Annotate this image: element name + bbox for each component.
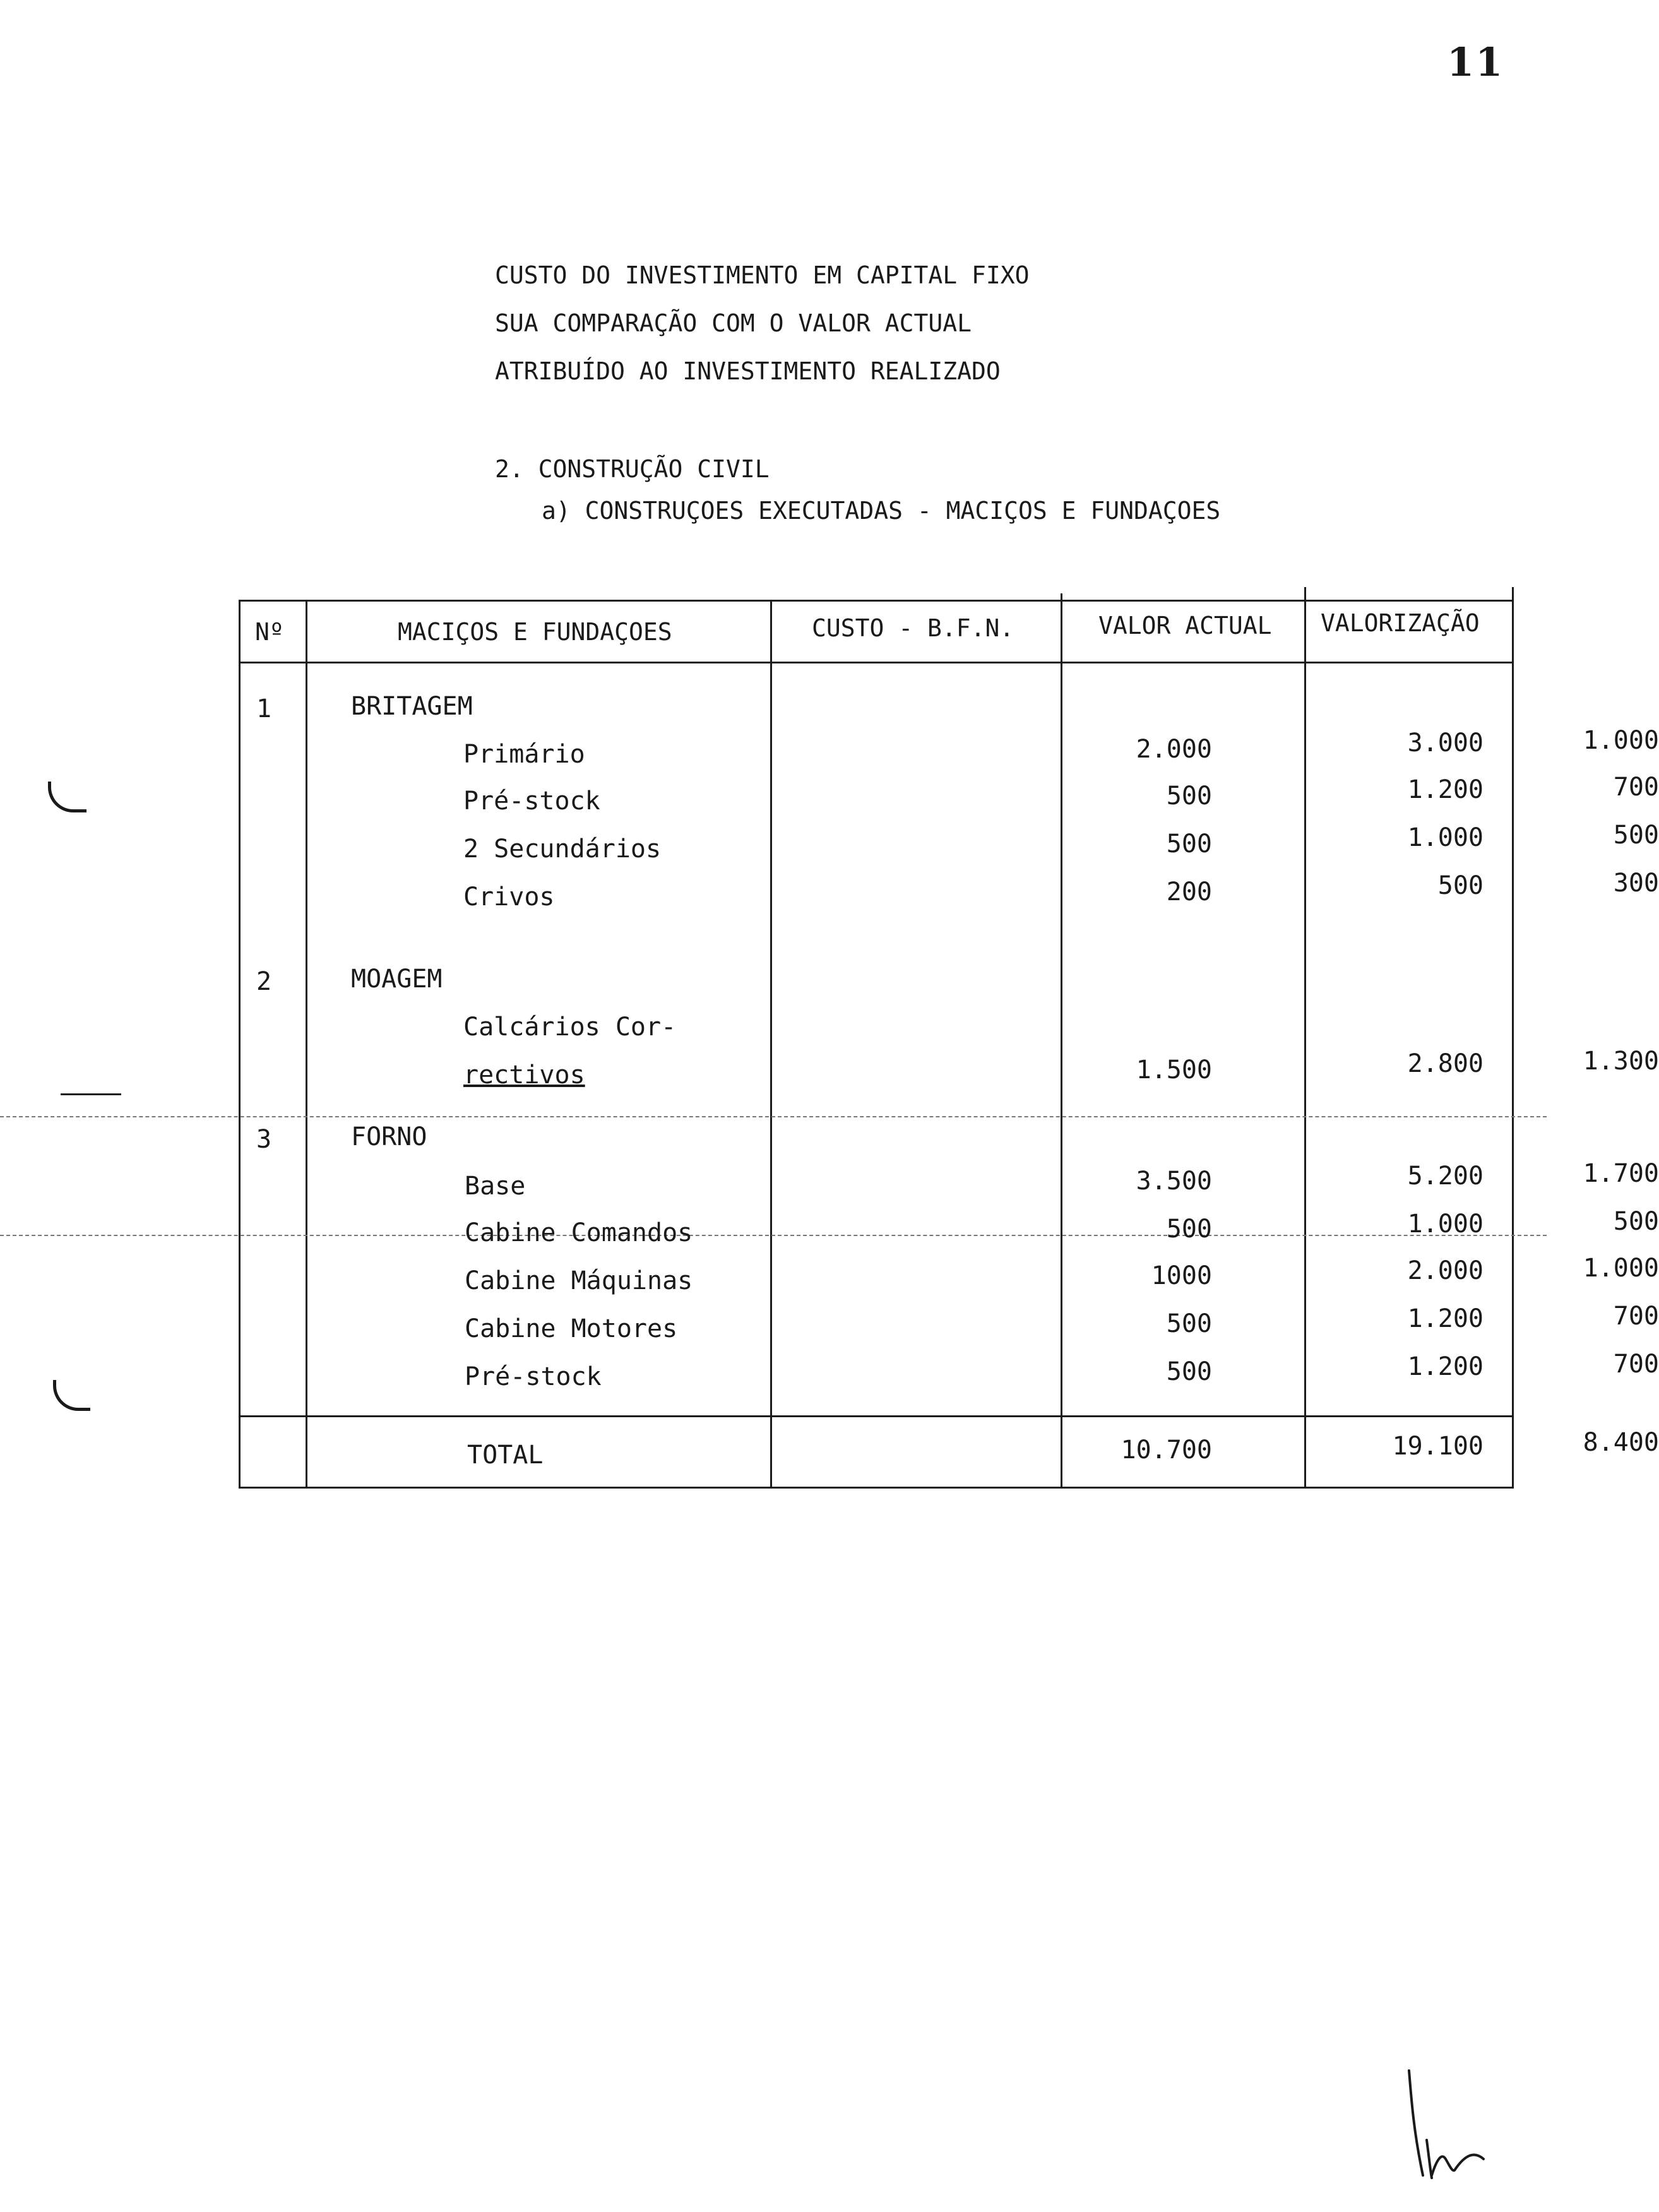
header-valorizacao: VALORIZAÇÃO [1321,609,1480,637]
row-valor: 5.200 [1407,1162,1484,1191]
row-valorizacao: 1.000 [1583,726,1659,755]
row-valorizacao: 700 [1613,1350,1659,1379]
handwritten-initials [1401,2064,1502,2184]
row-valor: 1.200 [1407,1352,1484,1381]
row-valor: 1.000 [1407,1210,1484,1239]
row-custo: 1000 [1151,1261,1212,1290]
row-valorizacao: 1.000 [1583,1254,1659,1283]
row-valor: 1.000 [1407,823,1484,852]
row-valorizacao: 700 [1613,773,1659,802]
row-item: rectivos [463,1061,585,1090]
header-macicos: MACIÇOS E FUNDAÇOES [398,618,672,646]
row-item: 2 Secundários [463,835,662,864]
row-valorizacao: 300 [1613,869,1659,898]
total-valorizacao: 8.400 [1583,1428,1659,1457]
margin-line [61,1093,121,1095]
investment-table [239,587,1659,1489]
group-number: 2 [256,967,272,996]
group-name: BRITAGEM [351,692,473,721]
subsection-title: a) CONSTRUÇOES EXECUTADAS - MACIÇOS E FUNDAÇOES [542,497,1221,525]
col-border-left [239,600,241,1489]
row-item: Pré-stock [463,787,600,816]
document-heading [495,251,1029,395]
row-valorizacao: 1.700 [1583,1159,1659,1188]
header-bottom-border [239,662,1514,663]
header-no: Nº [255,618,284,646]
row-item: Cabine Comandos [465,1218,693,1247]
row-valor: 2.000 [1407,1256,1484,1285]
row-valor: 1.200 [1407,1304,1484,1333]
page-number: 11 [1447,39,1504,85]
row-custo: 500 [1166,1215,1212,1244]
row-custo: 500 [1166,830,1212,859]
punch-mark [53,1380,90,1411]
punch-mark [48,782,86,812]
group-name: FORNO [351,1122,427,1151]
row-custo: 2.000 [1136,735,1212,764]
group-number: 1 [256,694,272,723]
col-border-2 [770,600,772,1489]
row-custo: 500 [1166,1309,1212,1338]
row-custo: 3.500 [1136,1167,1212,1196]
header-valor-actual: VALOR ACTUAL [1098,612,1272,639]
row-item: Cabine Máquinas [465,1266,693,1295]
row-custo: 1.500 [1136,1055,1212,1085]
dashed-separator [0,1116,1547,1117]
row-item: Crivos [463,883,555,912]
row-valor: 500 [1437,871,1484,900]
group-number: 3 [256,1125,272,1154]
row-valorizacao: 500 [1613,1207,1659,1236]
total-valor: 19.100 [1392,1432,1484,1461]
row-item: Cabine Motores [465,1314,678,1343]
table-top-border [239,600,1514,602]
total-top-border [239,1415,1514,1417]
section-title: 2. CONSTRUÇÃO CIVIL [495,455,770,483]
row-custo: 500 [1166,1357,1212,1386]
row-custo: 500 [1166,782,1212,811]
table-bottom-border [239,1487,1514,1489]
total-custo: 10.700 [1121,1436,1212,1465]
row-item: Calcários Cor- [463,1013,677,1042]
col-border-4 [1304,587,1306,1489]
header-custo: CUSTO - B.F.N. [812,614,1014,642]
heading-line-3: ATRIBUÍDO AO INVESTIMENTO REALIZADO [495,357,1001,385]
row-item: Base [465,1172,526,1201]
total-label: TOTAL [467,1441,544,1470]
heading-line-1: CUSTO DO INVESTIMENTO EM CAPITAL FIXO [495,261,1030,289]
heading-line-2: SUA COMPARAÇÃO COM O VALOR ACTUAL [495,309,972,337]
col-border-3 [1061,593,1062,1489]
row-valor: 3.000 [1407,728,1484,758]
row-item: Primário [463,740,585,769]
row-valorizacao: 700 [1613,1302,1659,1331]
col-border-1 [306,600,307,1489]
row-custo: 200 [1166,877,1212,907]
row-valorizacao: 500 [1613,821,1659,850]
group-name: MOAGEM [351,965,443,994]
row-valorizacao: 1.300 [1583,1047,1659,1076]
dashed-separator [0,1235,1547,1236]
row-valor: 1.200 [1407,775,1484,804]
row-item: Pré-stock [465,1362,602,1391]
row-valor: 2.800 [1407,1049,1484,1078]
